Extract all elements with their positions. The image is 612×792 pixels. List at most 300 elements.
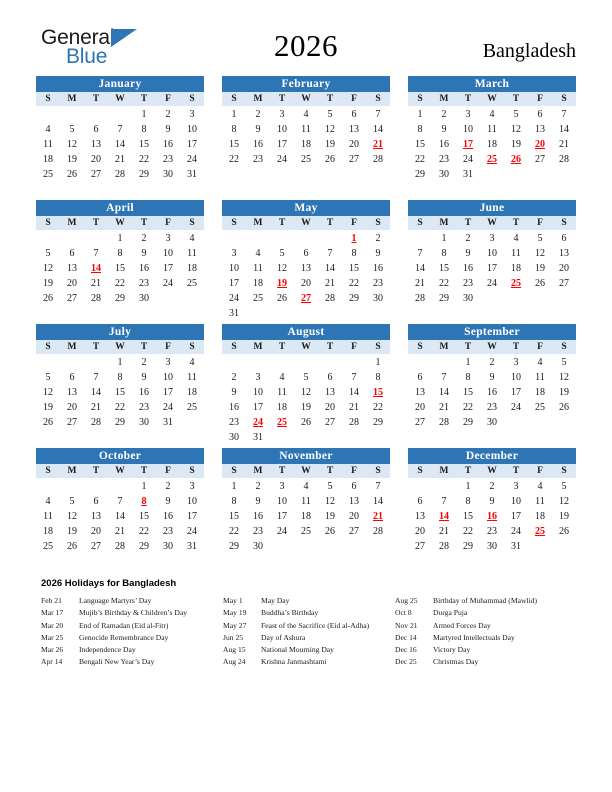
weekday-label: M xyxy=(253,94,263,104)
weekday-label: T xyxy=(464,94,472,104)
holiday-name: Victory Day xyxy=(433,645,471,655)
weekday-label: W xyxy=(301,94,311,104)
month-name-label: December xyxy=(408,448,576,464)
day-cell: 4 xyxy=(489,109,495,120)
day-cell: 28 xyxy=(91,293,101,304)
day-cell: 28 xyxy=(91,417,101,428)
day-cell: 24 xyxy=(463,154,473,165)
weekday-label: S xyxy=(189,466,195,476)
month-block-june xyxy=(408,200,576,324)
weekday-header-row xyxy=(222,216,390,230)
day-cell: 5 xyxy=(327,481,333,492)
month-name-label: January xyxy=(36,76,204,92)
day-cell: 22 xyxy=(139,154,149,165)
day-cell: 24 xyxy=(187,154,197,165)
day-cell: 9 xyxy=(255,496,261,507)
day-cell: 1 xyxy=(417,109,423,120)
day-cell: 4 xyxy=(279,372,285,383)
day-cell: 27 xyxy=(535,154,545,165)
day-cell-holiday: 25 xyxy=(511,278,521,289)
day-cell: 25 xyxy=(253,293,263,304)
weekday-label: T xyxy=(326,218,334,228)
day-cell: 17 xyxy=(163,263,173,274)
holiday-list-item xyxy=(41,656,223,668)
weekday-label: T xyxy=(278,466,286,476)
holiday-list-item xyxy=(41,632,223,644)
day-cell: 4 xyxy=(303,109,309,120)
day-cell: 22 xyxy=(349,278,359,289)
day-cell: 14 xyxy=(115,139,125,150)
weekday-label: M xyxy=(67,466,77,476)
day-cell: 24 xyxy=(511,526,521,537)
day-cell: 14 xyxy=(373,124,383,135)
holiday-name: Independence Day xyxy=(79,645,136,655)
weekday-label: W xyxy=(301,466,311,476)
day-cell: 7 xyxy=(93,372,99,383)
weekday-label: T xyxy=(140,94,148,104)
day-cell: 13 xyxy=(535,124,545,135)
day-cell: 10 xyxy=(511,372,521,383)
month-name-label: May xyxy=(222,200,390,216)
weekday-header-row xyxy=(36,464,204,478)
day-cell: 20 xyxy=(349,511,359,522)
weekday-label: F xyxy=(351,218,357,228)
day-cell: 6 xyxy=(69,248,75,259)
day-cell: 11 xyxy=(277,387,287,398)
weekday-label: M xyxy=(253,342,263,352)
holiday-name: May Day xyxy=(261,596,290,605)
day-cell-empty xyxy=(84,355,108,370)
day-cell: 12 xyxy=(325,496,335,507)
day-cell: 19 xyxy=(511,139,521,150)
day-cell: 26 xyxy=(67,169,77,180)
weekday-header-row xyxy=(408,464,576,478)
weekday-label: T xyxy=(326,466,334,476)
day-cell: 8 xyxy=(117,248,123,259)
day-cell: 3 xyxy=(489,233,495,244)
day-cell: 6 xyxy=(69,372,75,383)
weekday-label: T xyxy=(140,466,148,476)
day-cell: 23 xyxy=(253,526,263,537)
holiday-date: Mar 26 xyxy=(41,645,64,655)
day-cell: 28 xyxy=(325,293,335,304)
day-cell: 10 xyxy=(511,496,521,507)
day-cell: 9 xyxy=(441,124,447,135)
day-cell: 31 xyxy=(187,169,197,180)
month-block-march xyxy=(408,76,576,200)
day-cell: 3 xyxy=(189,481,195,492)
day-cell-empty xyxy=(36,355,60,370)
days-grid xyxy=(36,478,204,554)
day-cell: 1 xyxy=(375,357,381,368)
weekday-header-row xyxy=(222,92,390,106)
holidays-column xyxy=(41,595,223,669)
holiday-date: Nov 21 xyxy=(395,620,418,630)
weekday-label: T xyxy=(140,218,148,228)
weekday-label: T xyxy=(464,342,472,352)
day-cell: 31 xyxy=(163,417,173,428)
holiday-list-item xyxy=(395,620,575,632)
day-cell: 29 xyxy=(439,293,449,304)
month-name-label: November xyxy=(222,448,390,464)
holiday-date: Aug 24 xyxy=(223,657,246,667)
day-cell: 23 xyxy=(163,154,173,165)
day-cell: 22 xyxy=(463,526,473,537)
day-cell: 15 xyxy=(139,511,149,522)
holiday-date: Aug 25 xyxy=(395,596,418,605)
day-cell: 3 xyxy=(165,357,171,368)
day-cell: 21 xyxy=(439,402,449,413)
day-cell: 31 xyxy=(187,541,197,552)
day-cell: 29 xyxy=(415,169,425,180)
weekday-label: T xyxy=(278,218,286,228)
day-cell: 12 xyxy=(277,263,287,274)
day-cell: 20 xyxy=(301,278,311,289)
day-cell-empty xyxy=(36,231,60,246)
weekday-label: S xyxy=(375,342,381,352)
month-block-february xyxy=(222,76,390,200)
day-cell: 28 xyxy=(115,541,125,552)
day-cell: 15 xyxy=(229,511,239,522)
day-cell: 13 xyxy=(67,263,77,274)
weekday-label: S xyxy=(189,218,195,228)
day-cell: 15 xyxy=(115,387,125,398)
day-cell: 31 xyxy=(511,541,521,552)
day-cell: 9 xyxy=(489,372,495,383)
day-cell-empty xyxy=(60,479,84,494)
day-cell: 14 xyxy=(325,263,335,274)
day-cell: 7 xyxy=(441,372,447,383)
weekday-label: S xyxy=(45,342,51,352)
day-cell: 27 xyxy=(67,417,77,428)
weekday-label: T xyxy=(512,466,520,476)
day-cell: 2 xyxy=(465,233,471,244)
day-cell: 26 xyxy=(559,402,569,413)
day-cell: 10 xyxy=(487,248,497,259)
holidays-column xyxy=(395,595,575,669)
day-cell: 19 xyxy=(559,511,569,522)
day-cell: 4 xyxy=(45,124,51,135)
day-cell: 29 xyxy=(139,169,149,180)
day-cell: 8 xyxy=(117,372,123,383)
weekday-label: W xyxy=(115,466,125,476)
day-cell: 18 xyxy=(301,511,311,522)
day-cell: 1 xyxy=(465,481,471,492)
day-cell: 2 xyxy=(141,233,147,244)
month-name-label: August xyxy=(222,324,390,340)
days-grid xyxy=(36,106,204,182)
day-cell-empty xyxy=(246,231,270,246)
day-cell: 8 xyxy=(441,248,447,259)
day-cell: 25 xyxy=(301,154,311,165)
holidays-columns xyxy=(41,595,575,669)
day-cell: 11 xyxy=(187,248,197,259)
holiday-date: May 19 xyxy=(223,608,247,618)
holiday-date: Feb 21 xyxy=(41,596,62,605)
holiday-list-item xyxy=(41,595,223,607)
weekday-label: W xyxy=(301,342,311,352)
day-cell-empty xyxy=(294,355,318,370)
day-cell: 1 xyxy=(141,109,147,120)
day-cell: 12 xyxy=(535,248,545,259)
holiday-date: Mar 17 xyxy=(41,608,64,618)
day-cell: 6 xyxy=(93,496,99,507)
day-cell: 28 xyxy=(439,417,449,428)
day-cell: 2 xyxy=(441,109,447,120)
weekday-label: M xyxy=(67,94,77,104)
day-cell: 27 xyxy=(559,278,569,289)
day-cell: 21 xyxy=(559,139,569,150)
day-cell-empty xyxy=(408,479,432,494)
weekday-label: S xyxy=(231,218,237,228)
weekday-label: M xyxy=(439,218,449,228)
day-cell: 21 xyxy=(115,526,125,537)
day-cell: 5 xyxy=(537,233,543,244)
day-cell-empty xyxy=(408,231,432,246)
day-cell: 10 xyxy=(277,124,287,135)
day-cell: 22 xyxy=(229,526,239,537)
month-name-label: March xyxy=(408,76,576,92)
day-cell-empty xyxy=(270,231,294,246)
day-cell: 24 xyxy=(277,526,287,537)
day-cell: 12 xyxy=(301,387,311,398)
month-block-november xyxy=(222,448,390,572)
holiday-list-item xyxy=(395,632,575,644)
day-cell: 30 xyxy=(253,541,263,552)
holiday-list-item xyxy=(223,656,395,668)
day-cell-empty xyxy=(84,107,108,122)
holiday-date: Aug 15 xyxy=(223,645,246,655)
day-cell-holiday: 17 xyxy=(463,139,473,150)
weekday-label: S xyxy=(375,218,381,228)
day-cell: 27 xyxy=(415,541,425,552)
weekday-label: M xyxy=(67,342,77,352)
day-cell: 2 xyxy=(141,357,147,368)
day-cell: 24 xyxy=(163,278,173,289)
day-cell: 26 xyxy=(325,154,335,165)
day-cell: 3 xyxy=(465,109,471,120)
day-cell: 7 xyxy=(327,248,333,259)
weekday-label: W xyxy=(487,94,497,104)
day-cell: 2 xyxy=(489,357,495,368)
holiday-name: Bengali New Year’s Day xyxy=(79,657,155,667)
day-cell: 4 xyxy=(45,496,51,507)
holiday-name: Krishna Janmashtami xyxy=(261,657,327,667)
weekday-header-row xyxy=(408,92,576,106)
holiday-date: Apr 14 xyxy=(41,657,63,667)
day-cell: 20 xyxy=(91,154,101,165)
day-cell: 12 xyxy=(67,139,77,150)
day-cell: 14 xyxy=(373,496,383,507)
day-cell: 15 xyxy=(463,387,473,398)
day-cell: 29 xyxy=(115,293,125,304)
day-cell: 27 xyxy=(349,154,359,165)
day-cell: 21 xyxy=(91,402,101,413)
day-cell-holiday: 19 xyxy=(277,278,287,289)
day-cell: 14 xyxy=(115,511,125,522)
day-cell: 31 xyxy=(463,169,473,180)
day-cell: 29 xyxy=(373,417,383,428)
day-cell: 11 xyxy=(535,496,545,507)
weekday-label: F xyxy=(351,342,357,352)
day-cell: 30 xyxy=(487,417,497,428)
day-cell: 28 xyxy=(559,154,569,165)
day-cell-empty xyxy=(318,231,342,246)
day-cell: 14 xyxy=(559,124,569,135)
weekday-label: S xyxy=(189,342,195,352)
day-cell: 29 xyxy=(115,417,125,428)
day-cell: 5 xyxy=(327,109,333,120)
day-cell: 11 xyxy=(487,124,497,135)
day-cell: 5 xyxy=(45,372,51,383)
holiday-name: Language Martyrs’ Day xyxy=(79,596,152,605)
days-grid xyxy=(222,478,390,554)
day-cell-holiday: 25 xyxy=(535,526,545,537)
day-cell: 28 xyxy=(373,526,383,537)
day-cell: 18 xyxy=(535,387,545,398)
day-cell: 15 xyxy=(439,263,449,274)
weekday-label: W xyxy=(487,342,497,352)
day-cell: 18 xyxy=(511,263,521,274)
day-cell: 5 xyxy=(561,481,567,492)
day-cell: 10 xyxy=(229,263,239,274)
holiday-list-item xyxy=(41,607,223,619)
day-cell: 29 xyxy=(349,293,359,304)
weekday-label: S xyxy=(561,94,567,104)
day-cell: 16 xyxy=(373,263,383,274)
days-grid xyxy=(408,106,576,182)
day-cell: 17 xyxy=(487,263,497,274)
weekday-label: S xyxy=(231,466,237,476)
page-title-year: 2026 xyxy=(274,28,338,63)
day-cell: 18 xyxy=(187,263,197,274)
holidays-column xyxy=(223,595,395,669)
day-cell: 13 xyxy=(349,124,359,135)
holiday-name: Christmas Day xyxy=(433,657,479,667)
page-header xyxy=(0,0,612,72)
day-cell: 7 xyxy=(93,248,99,259)
day-cell: 12 xyxy=(67,511,77,522)
day-cell: 6 xyxy=(537,109,543,120)
day-cell: 23 xyxy=(229,417,239,428)
holiday-date: Oct 8 xyxy=(395,608,412,618)
holiday-name: Durga Puja xyxy=(433,608,468,618)
calendar-months-grid xyxy=(36,76,576,572)
holiday-date: Mar 25 xyxy=(41,632,64,642)
day-cell: 7 xyxy=(417,248,423,259)
day-cell-empty xyxy=(222,355,246,370)
weekday-label: S xyxy=(561,218,567,228)
day-cell: 14 xyxy=(415,263,425,274)
day-cell: 3 xyxy=(231,248,237,259)
day-cell: 11 xyxy=(301,124,311,135)
day-cell-holiday: 21 xyxy=(373,511,383,522)
holiday-name: Martyred Intellectuals Day xyxy=(433,632,515,642)
day-cell: 4 xyxy=(189,233,195,244)
day-cell: 16 xyxy=(139,263,149,274)
day-cell-empty xyxy=(36,479,60,494)
day-cell: 17 xyxy=(163,387,173,398)
day-cell: 20 xyxy=(67,278,77,289)
holiday-name: End of Ramadan (Eid al-Fitr) xyxy=(79,620,169,630)
day-cell: 26 xyxy=(67,541,77,552)
day-cell: 22 xyxy=(229,154,239,165)
day-cell: 3 xyxy=(513,481,519,492)
day-cell: 5 xyxy=(513,109,519,120)
holiday-list-item xyxy=(223,620,395,632)
day-cell: 28 xyxy=(415,293,425,304)
day-cell: 20 xyxy=(67,402,77,413)
weekday-header-row xyxy=(36,216,204,230)
day-cell: 2 xyxy=(165,109,171,120)
day-cell: 10 xyxy=(163,372,173,383)
weekday-header-row xyxy=(222,340,390,354)
day-cell: 7 xyxy=(561,109,567,120)
holiday-date: Dec 16 xyxy=(395,645,417,655)
day-cell: 20 xyxy=(415,402,425,413)
day-cell: 8 xyxy=(465,372,471,383)
day-cell: 6 xyxy=(561,233,567,244)
day-cell: 22 xyxy=(463,402,473,413)
day-cell: 5 xyxy=(303,372,309,383)
holiday-list-item xyxy=(395,607,575,619)
weekday-label: S xyxy=(417,342,423,352)
day-cell: 23 xyxy=(163,526,173,537)
holiday-name: Buddha’s Birthday xyxy=(261,608,319,618)
day-cell: 8 xyxy=(465,496,471,507)
days-grid xyxy=(222,354,390,445)
day-cell: 29 xyxy=(229,541,239,552)
day-cell: 16 xyxy=(139,387,149,398)
day-cell-holiday: 14 xyxy=(439,511,449,522)
holiday-list-item xyxy=(395,656,575,668)
day-cell: 20 xyxy=(349,139,359,150)
day-cell: 19 xyxy=(325,511,335,522)
day-cell: 18 xyxy=(253,278,263,289)
holiday-list-item xyxy=(395,595,575,607)
day-cell: 29 xyxy=(463,417,473,428)
weekday-label: S xyxy=(45,218,51,228)
day-cell: 1 xyxy=(117,357,123,368)
day-cell: 19 xyxy=(43,402,53,413)
day-cell-holiday: 26 xyxy=(511,154,521,165)
day-cell: 24 xyxy=(277,154,287,165)
day-cell-holiday: 27 xyxy=(301,293,311,304)
month-name-label: September xyxy=(408,324,576,340)
day-cell: 10 xyxy=(187,496,197,507)
day-cell: 30 xyxy=(439,169,449,180)
day-cell-empty xyxy=(342,355,366,370)
day-cell: 17 xyxy=(253,402,263,413)
page-title-country: Bangladesh xyxy=(482,40,576,62)
weekday-label: M xyxy=(67,218,77,228)
day-cell: 15 xyxy=(349,263,359,274)
day-cell: 4 xyxy=(303,481,309,492)
day-cell: 13 xyxy=(349,496,359,507)
weekday-label: M xyxy=(439,466,449,476)
weekday-label: T xyxy=(92,342,100,352)
holiday-date: Dec 25 xyxy=(395,657,417,667)
day-cell-empty xyxy=(84,479,108,494)
day-cell: 4 xyxy=(537,357,543,368)
day-cell-holiday: 16 xyxy=(487,511,497,522)
weekday-header-row xyxy=(36,92,204,106)
days-grid xyxy=(36,230,204,306)
day-cell: 20 xyxy=(559,263,569,274)
day-cell: 14 xyxy=(91,387,101,398)
day-cell: 15 xyxy=(115,263,125,274)
month-block-july xyxy=(36,324,204,448)
